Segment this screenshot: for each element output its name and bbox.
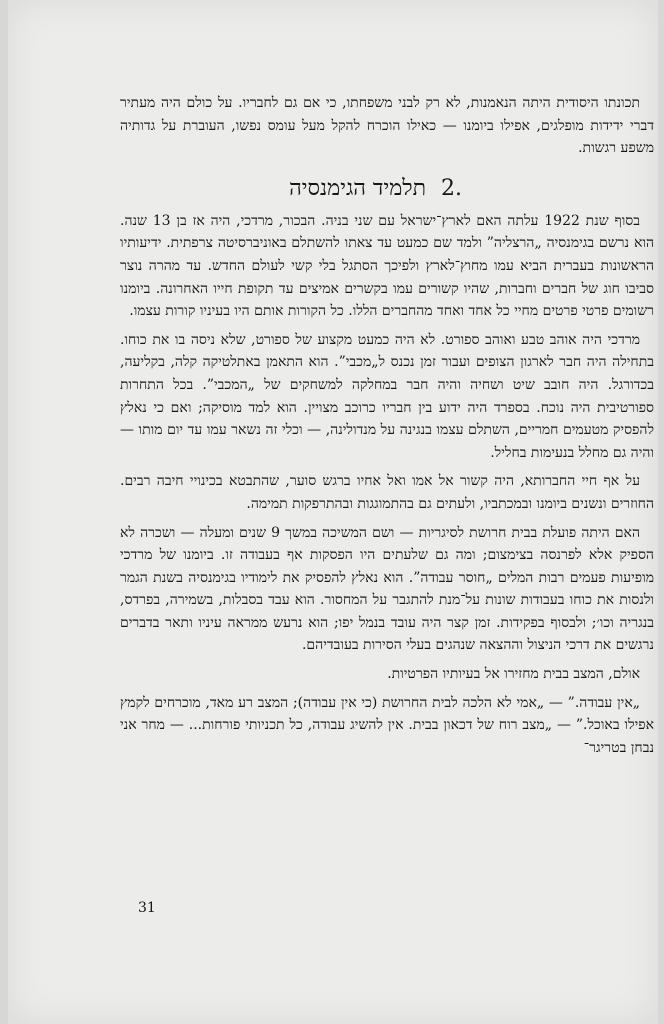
paragraph-intro: תכונתו היסודית היתה הנאמנות, לא רק לבני משפחתו, כי אם גם לחבריו. על כולם היה מעתיר דברי ידידות מופלגים, אפילו ביומנו — כאילו הוכרח להקל מעל עומס נפשו, העוברת על גדותיה משפע רגשות. bbox=[120, 95, 654, 157]
paragraph: על אף חיי החברותא, היה קשור אל אמו ואל אחיו ברגש סוער, שהתבטא בכינויי חיבה רבים. החוזרים ונשנים ביומנו ובמכתביו, ולעתים גם בהתמוגגות ובהתרפקות תמימה. bbox=[120, 473, 654, 512]
paragraph: „אין עבודה.” — „אמי לא הלכה לבית החרושת (כי אין עבודה); המצב רע מאד, מוכרחים לקמץ אפילו באוכל.” — „מצב רוח של דכאון בבית. אין להשיג עבודה, כל תכניותי פורחות... — מחר אני נבחן בטריגר־ bbox=[120, 694, 654, 756]
paragraph: מרדכי היה אוהב טבע ואוהב ספורט. לא היה כמעט מקצוע של ספורט, שלא ניסה בו את כוחו. בתחילה היה חבר לארגון הצופים ועבור זמן נכנס ל„מכבי”. הוא התאמן באתלטיקה קלה, בקליעה, בכדורגל. היה חובב שיט ושחיה והיה חבר במחלקה למשחקים של „המכבי”. בכל התחרות ספורטיבית היה נוכח. בספרד היה ידוע בין חבריו כרוכב מצויין. הוא למד מוסיקה; ואם כי נאלץ להפסיק מטעמים חמריים, השתלם עצמו בנגינה על מנדולינה, — וכלי זה נשאר עמו עד יום מותו — והיה גם מחלל בנעימות בחליל. bbox=[120, 331, 654, 461]
page-number: 31 bbox=[138, 900, 156, 916]
chapter-title: תלמיד הגימנסיה bbox=[289, 175, 426, 201]
book-page bbox=[8, 0, 658, 1024]
paragraph: האם היתה פועלת בבית חרושת לסיגריות — ושם המשיכה במשך 9 שנים ומעלה — ושכרה לא הספיק אלא לפרנסה בצימצום; ומה גם שלעתים היו הפסקות אף בעבודה זו. ביומנו של מרדכי מופיעות פעמים רבות המלים „חוסר עבודה”. הוא נאלץ להפסיק את לימודיו בגימנסיה בשנת הגמר ולנסות את כוחו בעבודות שונות על־מנת להתגבר על המחסור. הוא עבד בסבלות, בשמירה, בפרדס, בנגריה וכו׳; ולבסוף בפקידות. זמן קצר היה עובד בנמל יפו; הוא נרעש ממראה עיניו ותאר בדברים נרגשים את דרכי הניצול וההצאה שנהגים בעלי הסירות בעובדיהם. bbox=[120, 524, 654, 654]
paragraph: בסוף שנת 1922 עלתה האם לארץ־ישראל עם שני בניה. הבכור, מרדכי, היה אז בן 13 שנה. הוא נרשם בגימנסיה „הרצליה” ולמד שם כמעט עד צאתו להשתלם באוניברסיטה צרפתית. ידיעותיו הראשונות בעברית הביא עמו מחוץ־לארץ ולפיכך הסתגל בלי קשי לעולם החדש. עד מהרה נוצר סביבו חוג של חברים וחברות, שהיו קשורים עמו בקשרים אמיצים עד תקופת חייו האחרונה. ביומנו רשומים פרטי פרטים מחיי כל אחד ואחד מהחברים הללו. כל הקורות אותם היו בעיניו קורות עצמו. bbox=[120, 212, 654, 320]
paragraph: אולם, המצב בבית מחזירו אל בעיותיו הפרטיות. bbox=[387, 666, 640, 683]
chapter-heading bbox=[120, 174, 654, 204]
chapter-number: .2 bbox=[441, 175, 462, 201]
page-body bbox=[120, 92, 654, 765]
